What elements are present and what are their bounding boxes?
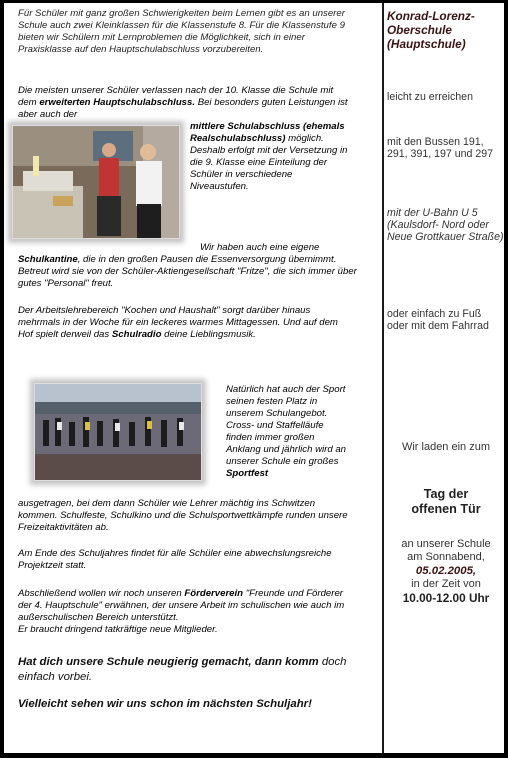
paragraph-cooking: Der Arbeitslehrebereich "Kochen und Haushalt" sorgt darüber hinaus mehrmals in der Woche für ein leckeres warmes Mittagessen. Und auf dem Hof spielt derweil das Schulradio deine Lieblingsmusik. — [18, 305, 338, 340]
main-column — [18, 8, 358, 56]
foot-info: oder einfach zu Fuß oder mit dem Fahrrad — [387, 308, 489, 332]
highlight-mittlerer-abschluss: mittlere Schulabschluss (ehemals Realschulabschluss) — [190, 121, 345, 144]
reach-info: leicht zu erreichen — [387, 91, 473, 103]
open-day-details: an unserer Schule am Sonnabend, 05.02.2005, in der Zeit von 10.00-12.00 Uhr — [388, 538, 504, 606]
paragraph-project: Am Ende des Schuljahres findet für alle Schüler eine abwechslungsreiche Projektzeit statt. — [18, 548, 332, 571]
paragraph-graduation-cont: mittlere Schulabschluss (ehemals Realschulabschluss) möglich. Deshalb erfolgt mit der Versetzung in die 9. Klasse eine Einteilung der Schüler in verschiedene Niveaustufen. — [190, 121, 350, 193]
paragraph-graduation: Die meisten unserer Schüler verlassen nach der 10. Klasse die Schule mit dem erweiterten Hauptschulabschluss. Bei besonders guten Leistungen ist aber auch der — [18, 85, 348, 120]
sports-run-photo — [34, 383, 202, 481]
paragraph-sport: Natürlich hat auch der Sport seinen festen Platz in unserem Schulangebot. Cross- und Staffelläufe finden immer großen Anklang und jährlich wird an unserer Schule ein großes Sportfest — [226, 384, 346, 479]
call-to-action: Hat dich unsere Schule neugierig gemacht, dann komm doch einfach vorbei. Vielleicht sehen wir uns schon im nächsten Schuljahr! — [18, 656, 347, 710]
open-day-date: 05.02.2005, — [415, 565, 477, 577]
paragraph-sport-cont: ausgetragen, bei dem dann Schüler wie Lehrer mächtig ins Schwitzen kommen. Schulfeste, Schulkino und die Schulsportwettkämpfe runden unsere Freizeitaktivitäten ab. — [18, 498, 348, 533]
highlight-schulkantine: Schulkantine — [18, 254, 78, 265]
bus-info: mit den Bussen 191, 291, 391, 197 und 297 — [387, 136, 494, 160]
highlight-sportfest: Sportfest — [226, 468, 269, 479]
open-day-title: Tag der offenen Tür — [411, 487, 481, 516]
ubahn-info: mit der U-Bahn U 5 (Kaulsdorf- Nord oder Neue Grottkauer Straße) — [387, 207, 504, 243]
flyer-page — [4, 3, 504, 753]
highlight-foerderverein: Förderverein — [184, 588, 244, 599]
paragraph-foerderverein: Abschließend wollen wir noch unseren Förderverein "Freunde und Förderer der 4. Hauptschule" erwähnen, der unsere Arbeit im schulischen wie auch im außerschulischen Bereich unterstützt. Er braucht dringend tatkräftige neue Mitglieder. — [18, 588, 345, 635]
column-divider — [382, 3, 384, 753]
kitchen-photo — [12, 125, 180, 239]
highlight-schulradio: Schulradio — [111, 329, 162, 340]
closing-line: Vielleicht sehen wir uns schon im nächsten Schuljahr! — [18, 698, 312, 710]
open-day-time: 10.00-12.00 Uhr — [402, 591, 490, 605]
paragraph-canteen: Wir haben auch eine eigene Schulkantine, die in den großen Pausen die Essenversorgung übernimmt. Betreut wird sie von der Schüler-Aktiengesellschaft "Fritze", die sich immer über gutes "Personal" freut. — [18, 242, 357, 289]
highlight-hauptschulabschluss: erweiterten Hauptschulabschluss. — [39, 97, 196, 108]
invitation: Wir laden ein zum — [401, 441, 491, 453]
school-name: Konrad-Lorenz-Oberschule (Hauptschule) — [387, 9, 475, 51]
paragraph-classes: Für Schüler mit ganz großen Schwierigkeiten beim Lernen gibt es an unserer Schule auch zwei Kleinklassen für die Klassenstufe 8. Für die Klassenstufe 9 bieten wir Schülern mit Lernproblemen die Möglichkeit, sich in einer Praxisklasse auf den Hauptschulabschluss vorzubereiten. — [18, 8, 345, 55]
paragraph-niveau: Deshalb erfolgt mit der Versetzung in die 9. Klasse eine Einteilung der Schüler in verschiedene Niveaustufen. — [190, 145, 348, 192]
